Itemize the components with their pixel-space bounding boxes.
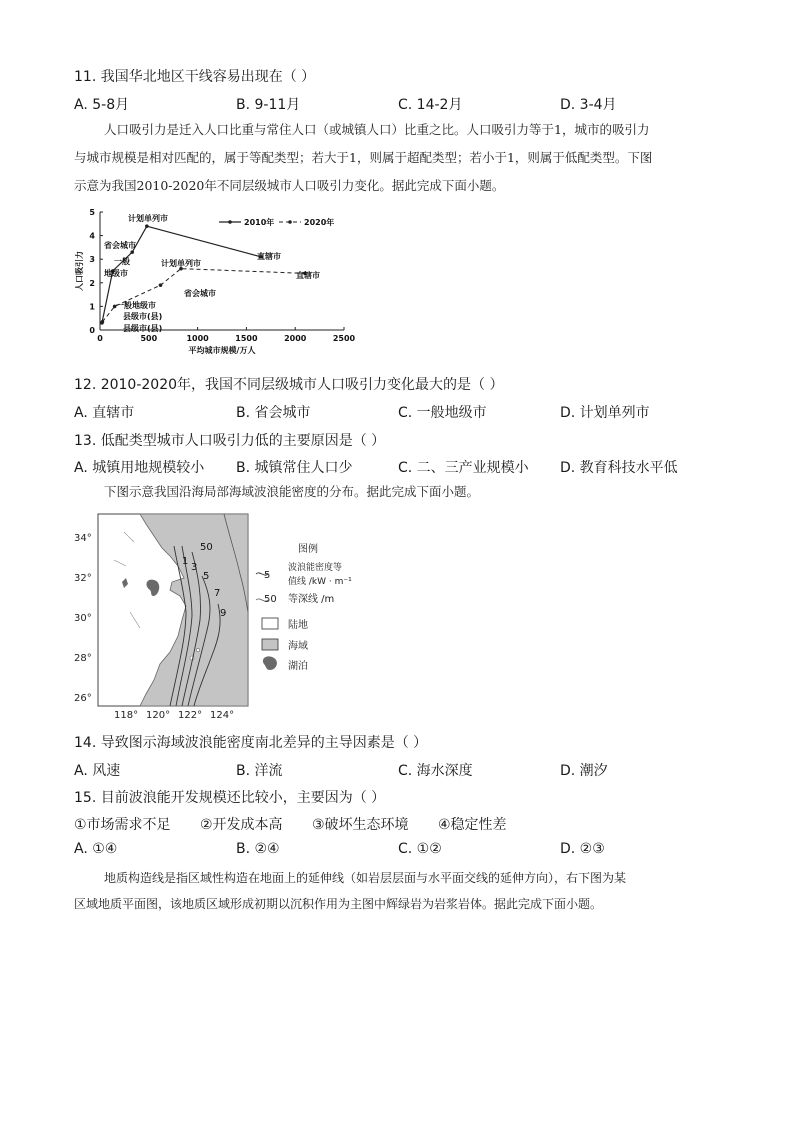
question-14-option-c: C. 海水深度 [398,763,473,779]
y-tick-label: 4 [89,231,95,241]
intro-paragraph-1-line-1: 人口吸引力是迁入人口比重与常住人口（或城镇人口）比重之比。人口吸引力等于1，城市的吸引力 [104,122,650,137]
question-12-stem: 12. 2010-2020年，我国不同层级城市人口吸引力变化最大的是（ ） [74,377,504,393]
y-tick-label: 0 [89,326,95,335]
legend-2020-marker [288,220,292,224]
lat-label-30: 30° [74,613,92,624]
question-11-stem: 11. 我国华北地区干线容易出现在（ ） [74,69,316,85]
lat-label-32: 32° [74,573,92,584]
annotation-2020-provincial-capital: 省会城市 [184,289,216,298]
question-15-item-3: ③破坏生态环境 [312,817,409,833]
legend-2020-label: 2020年 [304,218,335,227]
annotation-2010-municipality: 直辖市 [257,252,281,261]
question-11-option-b: B. 9-11月 [236,97,301,113]
question-13-option-d: D. 教育科技水平低 [560,460,678,476]
question-13-stem: 13. 低配类型城市人口吸引力低的主要原因是（ ） [74,433,386,449]
x-tick-label: 2500 [332,334,356,343]
lat-label-26: 26° [74,693,92,704]
lat-label-28: 28° [74,653,92,664]
annotation-2010-prefecture-1: 一般 [114,257,130,266]
data-point [145,224,149,228]
question-15-item-2: ②开发成本高 [200,817,283,833]
question-15-option-b: B. ②④ [236,841,280,857]
question-15-option-a: A. ①④ [74,841,118,857]
legend-depth-text: 等深线 /m [288,594,335,605]
question-11-option-d: D. 3-4月 [560,97,617,113]
intro-paragraph-2: 下图示意我国沿海局部海域波浪能密度的分布。据此完成下面小题。 [104,484,480,499]
map-legend-title: 图例 [298,544,318,555]
data-point [101,320,105,324]
x-axis-label: 平均城市规模/万人 [188,346,256,355]
intro-paragraph-1-line-3: 示意为我国2010-2020年不同层级城市人口吸引力变化。据此完成下面小题。 [74,178,505,193]
legend-depth-value: 50 [264,594,277,605]
x-tick-label: 2000 [284,334,307,343]
question-13-option-c: C. 二、三产业规模小 [398,460,529,476]
legend-sea-text: 海域 [288,641,308,652]
x-tick-label: 0 [97,334,103,343]
lon-label-120: 120° [146,710,171,721]
question-11-option-a: A. 5-8月 [74,97,130,113]
y-tick-label: 2 [89,278,95,288]
question-15-stem: 15. 目前波浪能开发规模还比较小，主要因为（ ） [74,790,386,806]
legend-lake-text: 湖泊 [288,661,308,672]
wave-energy-map [74,508,374,722]
question-12-option-b: B. 省会城市 [236,405,311,421]
legend-wave-value: 5 [264,570,271,581]
intro-paragraph-1-line-2: 与城市规模是相对匹配的，属于等配类型；若大于1，则属于超配类型；若小于1，则属于低配类型。下图 [74,150,653,165]
annotation-2020-prefecture: 一般地级市 [116,301,156,310]
question-13-option-b: B. 城镇常住人口少 [236,460,353,476]
question-15-item-1: ①市场需求不足 [74,817,171,833]
question-15-option-d: D. ②③ [560,841,605,857]
question-15-option-c: C. ①② [398,841,442,857]
legend-land-swatch [262,618,278,629]
legend-sea-swatch [262,639,278,650]
question-12-option-d: D. 计划单列市 [560,405,650,421]
intro-paragraph-3-line-2: 区域地质平面图，该地质区域形成初期以沉积作用为主图中辉绿岩为岩浆岩体。据此完成下面小题。 [74,897,603,911]
x-tick-label: 500 [140,334,158,343]
x-tick-label: 1500 [235,334,258,343]
question-14-option-a: A. 风速 [74,763,121,779]
question-12-option-a: A. 直辖市 [74,405,135,421]
y-tick-label: 3 [89,255,95,265]
legend-2010-marker [228,220,232,224]
question-11-option-c: C. 14-2月 [398,97,463,113]
y-tick-label: 1 [89,302,95,312]
legend-lake-swatch [263,656,277,670]
question-13-option-a: A. 城镇用地规模较小 [74,460,205,476]
contour-label-1: 1 [182,556,189,567]
annotation-2020-municipality: 直辖市 [296,271,320,280]
legend-wave-text-2: 值线 /kW · m⁻¹ [288,577,352,587]
annotation-county-2: 县级市(县) [123,324,163,333]
annotation-2010-prefecture-2: 地级市 [104,269,128,278]
contour-label-3: 3 [191,562,198,573]
intro-paragraph-3-line-1: 地质构造线是指区域性构造在地面上的延伸线（如岩层层面与水平面交线的延伸方向），右下图为某 [104,871,627,885]
contour-label-9: 9 [220,608,227,619]
y-tick-label: 5 [89,208,95,217]
annotation-2020-planning-city: 计划单列市 [161,259,201,268]
question-14-option-d: D. 潮汐 [560,763,608,779]
depth-label-50: 50 [200,542,213,553]
question-15-item-4: ④稳定性差 [438,817,507,833]
population-attraction-chart [74,204,364,364]
legend-2010-label: 2010年 [244,218,275,227]
annotation-2010-provincial-capital: 省会城市 [104,241,136,250]
legend-wave-text-1: 波浪能密度等 [288,563,343,573]
lon-label-122: 122° [178,710,203,721]
x-tick-label: 1000 [186,334,209,343]
question-12-option-c: C. 一般地级市 [398,405,487,421]
island [196,648,199,651]
legend-land-text: 陆地 [288,620,308,631]
question-14-option-b: B. 洋流 [236,763,283,779]
lat-label-34: 34° [74,533,92,544]
lon-label-118: 118° [114,710,139,721]
data-point [159,283,163,287]
lon-label-124: 124° [210,710,235,721]
data-point [130,250,134,254]
annotation-county-1: 县级市(县) [123,312,163,321]
annotation-2010-planning-city: 计划单列市 [128,214,168,223]
y-axis-label: 人口吸引力 [75,251,84,291]
contour-label-7: 7 [214,588,221,599]
contour-label-5: 5 [203,571,210,582]
question-14-stem: 14. 导致图示海域波浪能密度南北差异的主导因素是（ ） [74,735,428,751]
